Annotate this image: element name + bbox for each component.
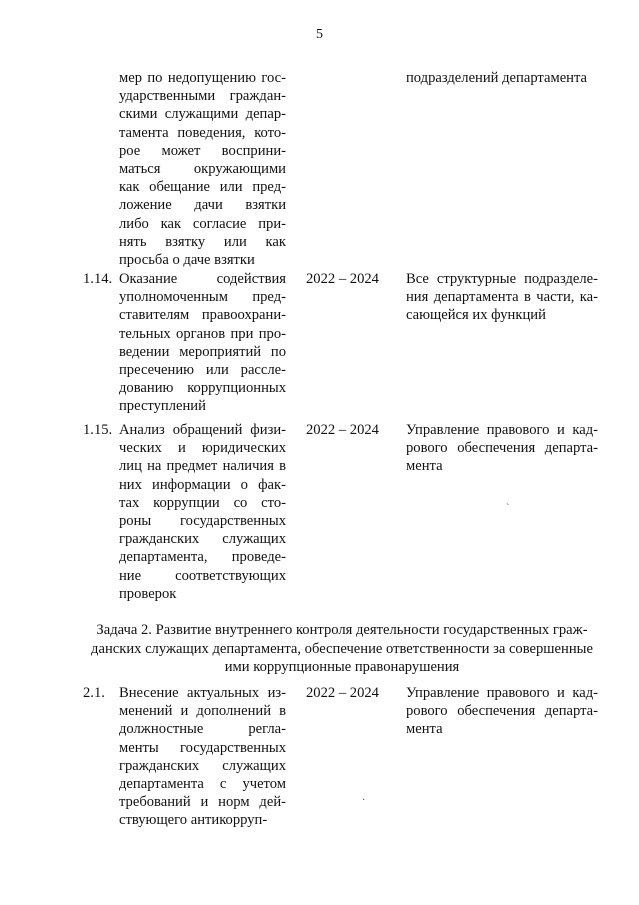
text-line: лиц на предмет наличия в xyxy=(119,458,286,475)
text-line: должностные регла- xyxy=(119,721,286,738)
measure-description xyxy=(119,69,286,269)
text-line: тамента поведения, кото- xyxy=(119,124,286,141)
text-line: тельных органов при про- xyxy=(119,325,286,342)
text-line: тах коррупции со сто- xyxy=(119,494,286,511)
measure-description xyxy=(119,270,286,416)
text-line: менты государственных xyxy=(119,739,286,756)
text-line: сающейся их функций xyxy=(406,307,546,324)
text-line: требований и норм дей- xyxy=(119,794,286,811)
text-line: Внесение актуальных из- xyxy=(119,685,286,701)
text-line: менений и дополнений в xyxy=(119,703,286,720)
text-line: дованию коррупционных xyxy=(119,380,286,397)
text-line: мента xyxy=(406,458,443,475)
text-line: проверок xyxy=(119,585,177,602)
text-line: Управление правового и кад- xyxy=(406,422,598,438)
text-line: гражданских служащих xyxy=(119,531,286,548)
text-line: ставителям правоохрани- xyxy=(119,307,286,324)
text-line: Оказание содействия xyxy=(119,271,286,287)
text-line: мента xyxy=(406,721,443,738)
text-line: ведении мероприятий по xyxy=(119,343,286,360)
item-number: 1.14. xyxy=(83,271,113,287)
responsible-executor xyxy=(406,421,598,476)
scan-speck: ` xyxy=(506,503,510,514)
text-line: рое может восприни- xyxy=(119,142,286,159)
text-line: как обещание или пред- xyxy=(119,179,286,196)
task-heading xyxy=(82,621,602,677)
text-line: департамента с учетом xyxy=(119,776,286,793)
item-number: 1.15. xyxy=(83,422,113,438)
measure-description xyxy=(119,684,286,830)
text-line: рового обеспечения департа- xyxy=(406,703,598,720)
text-line: маться окружающими xyxy=(119,161,286,178)
text-line: роны государственных xyxy=(119,513,286,530)
text-line: ствующего антикорруп- xyxy=(119,812,268,829)
scan-speck: · xyxy=(362,795,366,806)
text-line: подразделений департамента xyxy=(406,70,588,86)
measure-description xyxy=(119,421,286,603)
text-line: пресечению или рассле- xyxy=(119,362,286,379)
text-line: рового обеспечения департа- xyxy=(406,440,598,457)
text-line: ими коррупционные правонарушения xyxy=(224,659,460,675)
item-number: 2.1. xyxy=(83,685,105,701)
text-line: ударственными граждан- xyxy=(119,88,286,105)
text-line: ния департамента в части, ка- xyxy=(406,289,598,306)
text-line: преступлений xyxy=(119,398,206,415)
text-line: них информации о фак- xyxy=(119,476,286,493)
text-line: гражданских служащих xyxy=(119,757,286,774)
responsible-executor xyxy=(406,270,598,325)
text-line: Задача 2. Развитие внутреннего контроля деятельности государственных граж- xyxy=(96,622,588,638)
page-number: 5 xyxy=(316,27,323,42)
text-line: ние соответствующих xyxy=(119,567,286,584)
text-line: ческих и юридических xyxy=(119,440,286,457)
execution-period: 2022 – 2024 xyxy=(306,685,379,701)
execution-period: 2022 – 2024 xyxy=(306,422,379,438)
text-line: Анализ обращений физи- xyxy=(119,422,286,438)
text-line: нять взятку или как xyxy=(119,233,286,250)
text-line: скими служащими депар- xyxy=(119,106,286,123)
text-line: департамента, проведе- xyxy=(119,549,286,566)
text-line: данских служащих департамента, обеспечение ответственности за совершенные xyxy=(91,640,593,657)
text-line: Управление правового и кад- xyxy=(406,685,598,701)
responsible-executor xyxy=(406,69,598,87)
text-line: либо как согласие при- xyxy=(119,215,286,232)
text-line: ложение дачи взятки xyxy=(119,197,286,214)
text-line: мер по недопущению гос- xyxy=(119,70,286,86)
text-line: Все структурные подразделе- xyxy=(406,271,598,287)
responsible-executor xyxy=(406,684,598,739)
text-line: просьба о даче взятки xyxy=(119,252,255,269)
execution-period: 2022 – 2024 xyxy=(306,271,379,287)
text-line: уполномоченным пред- xyxy=(119,289,286,306)
